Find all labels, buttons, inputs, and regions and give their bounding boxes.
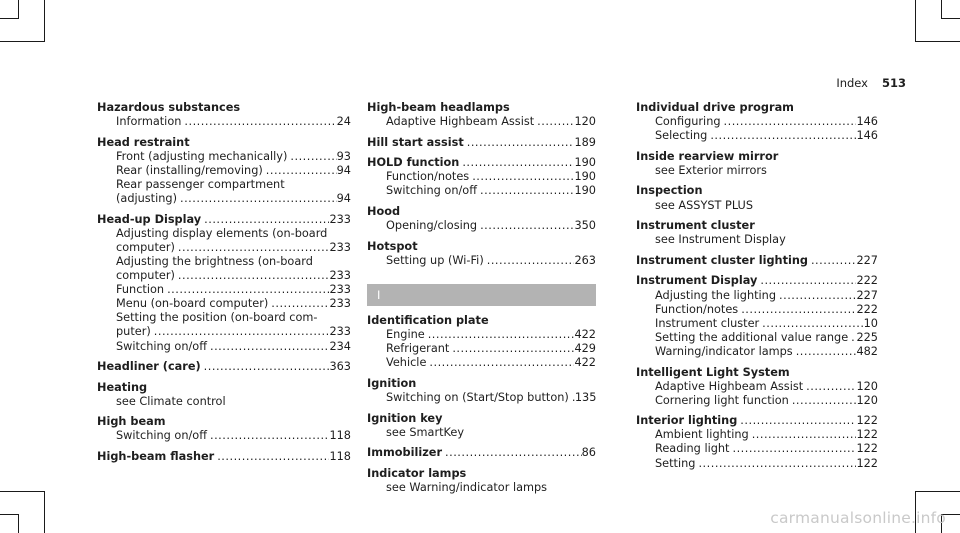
index-subentry-adjusting-display-elements-on-board (97, 227, 351, 241)
page-reference[interactable]: 422 (574, 356, 596, 370)
crop-mark (0, 514, 18, 515)
entry-text: Switching on/off (116, 339, 207, 353)
page-reference[interactable]: 222 (856, 302, 878, 316)
crop-mark (915, 0, 916, 42)
page-reference[interactable]: 93 (336, 149, 351, 163)
entry-text: Adaptive Highbeam Assist (655, 379, 804, 393)
entry-text: HOLD function (367, 156, 460, 170)
dot-leader (214, 450, 329, 464)
entry-text: see Exterior mirrors (655, 163, 767, 177)
page-reference[interactable]: 118 (329, 429, 351, 443)
index-subentry-adaptive-highbeam-assist (636, 380, 878, 394)
dot-leader (442, 446, 582, 460)
entry-text: Heating (97, 380, 148, 394)
entry-text: Rear (installing/removing) (116, 163, 263, 177)
page-reference[interactable]: 350 (574, 219, 596, 233)
dot-leader (721, 115, 857, 129)
page-reference[interactable]: 222 (856, 274, 878, 288)
page-reference[interactable]: 86 (581, 446, 596, 460)
entry-text: Hotspot (367, 239, 418, 253)
entry-text: Adjusting display elements (on-board (116, 226, 328, 240)
entry-text: Instrument cluster (655, 316, 760, 330)
dot-leader (738, 303, 856, 317)
entry-text: Function/notes (655, 302, 739, 316)
page-reference[interactable]: 233 (329, 240, 351, 254)
entry-text: High beam (97, 415, 166, 429)
index-entry-high-beam-headlamps (367, 101, 596, 115)
index-subentry-setting-the-position-on-board-com (97, 311, 351, 325)
entry-text: Switching on (Start/Stop button) (386, 390, 569, 404)
crop-mark (18, 514, 19, 533)
index-subentry-instrument-cluster (636, 317, 878, 331)
entry-text: Indicator lamps (367, 466, 467, 480)
index-entry-indicator-lamps (367, 467, 596, 481)
dot-leader (729, 442, 856, 456)
index-subentry-rear-passenger-compartment (97, 178, 351, 192)
dot-leader (484, 254, 575, 268)
index-subentry-opening-closing (367, 219, 596, 233)
dot-leader (459, 156, 574, 170)
entry-text: Hazardous substances (97, 101, 241, 114)
index-entry-ignition (367, 377, 596, 391)
dot-leader (164, 283, 329, 297)
page-reference[interactable]: 190 (574, 184, 596, 198)
page-reference[interactable]: 146 (856, 115, 878, 129)
entry-text: see Instrument Display (655, 233, 786, 247)
dot-leader (268, 297, 329, 311)
index-subentry-computer (97, 269, 351, 283)
entry-text: Refrigerant (386, 342, 450, 356)
page-number: 513 (881, 76, 906, 90)
page-reference[interactable]: 233 (329, 325, 351, 339)
index-subentry-engine (367, 328, 596, 342)
section-title: Index (836, 76, 868, 90)
page-reference[interactable]: 233 (329, 283, 351, 297)
dot-leader (759, 317, 863, 331)
page-reference[interactable]: 190 (574, 156, 596, 170)
dot-leader (757, 274, 856, 288)
index-subentry-ambient-lighting (636, 428, 878, 442)
crop-mark (915, 491, 960, 492)
dot-leader (175, 269, 330, 283)
index-entry-hotspot (367, 240, 596, 254)
crop-mark (0, 491, 45, 492)
index-subentry-information (97, 115, 351, 129)
entry-text: see Warning/indicator lamps (386, 480, 548, 494)
entry-text: Menu (on-board computer) (116, 297, 269, 311)
index-subentry-see-climate-control (97, 395, 351, 409)
entry-text: Function/notes (386, 170, 470, 184)
index-subentry-see-smartkey (367, 426, 596, 440)
entry-text: Head restraint (97, 135, 190, 149)
page-reference[interactable]: 120 (856, 379, 878, 393)
index-subentry-see-assyst-plus (636, 199, 878, 213)
index-entry-inspection (636, 184, 878, 198)
index-entry-ignition-key (367, 412, 596, 426)
index-subentry-adaptive-highbeam-assist (367, 115, 596, 129)
entry-text: Selecting (655, 129, 708, 143)
index-subentry-adjusting (97, 192, 351, 206)
index-entry-head-up-display (97, 213, 351, 227)
dot-leader (776, 289, 856, 303)
entry-text: Hood (367, 205, 401, 219)
index-subentry-setting (636, 457, 878, 471)
entry-text: Instrument cluster (636, 219, 755, 233)
dot-leader (808, 254, 856, 268)
page-reference[interactable]: 422 (574, 328, 596, 342)
dot-leader (449, 342, 574, 356)
watermark: carmanualsonline.info (770, 509, 946, 527)
index-subentry-menu-on-board-computer (97, 297, 351, 311)
page-reference[interactable]: 190 (574, 170, 596, 184)
index-subentry-see-warning-indicator-lamps (367, 481, 596, 495)
page-reference[interactable]: 225 (856, 330, 878, 344)
dot-leader (201, 213, 329, 227)
dot-leader (464, 136, 575, 150)
page-reference[interactable]: 233 (329, 212, 351, 226)
entry-text: Headliner (care) (97, 360, 201, 374)
entry-text: see Climate control (116, 394, 226, 408)
index-subentry-vehicle (367, 356, 596, 370)
entry-text: Front (adjusting mechanically) (116, 149, 288, 163)
entry-text: see ASSYST PLUS (655, 198, 753, 212)
dot-leader (263, 164, 337, 178)
index-subentry-selecting (636, 129, 878, 143)
dot-leader (151, 325, 330, 339)
entry-text: High-beam headlamps (367, 101, 510, 114)
dot-leader (477, 184, 574, 198)
entry-text: Configuring (655, 115, 721, 129)
index-subentry-adjusting-the-lighting (636, 289, 878, 303)
entry-text: Inspection (636, 184, 703, 198)
entry-text: Setting the additional value range (655, 330, 849, 344)
page-reference[interactable]: 429 (574, 342, 596, 356)
crop-mark (0, 18, 18, 19)
dot-leader (469, 170, 574, 184)
entry-text: Interior lighting (636, 414, 738, 428)
index-entry-individual-drive-program (636, 101, 878, 115)
entry-text: Identification plate (367, 313, 489, 327)
index-subentry-see-exterior-mirrors (636, 164, 878, 178)
index-subentry-computer (97, 241, 351, 255)
index-subentry-refrigerant (367, 342, 596, 356)
crop-mark (0, 41, 45, 42)
dot-leader (695, 457, 856, 471)
crop-mark (44, 491, 45, 533)
index-entry-hill-start-assist (367, 136, 596, 150)
page-reference[interactable]: 122 (856, 456, 878, 470)
page-header (836, 76, 906, 90)
dot-leader (426, 356, 574, 370)
entry-text: Instrument Display (636, 274, 758, 288)
page-reference[interactable]: 146 (856, 129, 878, 143)
page-reference[interactable]: 122 (856, 414, 878, 428)
dot-leader (177, 192, 337, 206)
index-subentry-setting-up-wi-fi (367, 254, 596, 268)
page-reference[interactable]: 482 (856, 344, 878, 358)
page-reference[interactable]: 120 (856, 393, 878, 407)
entry-text: computer) (116, 269, 175, 283)
index-entry-hazardous-substances (97, 101, 351, 115)
index-subentry-function (97, 283, 351, 297)
entry-text: Instrument cluster lighting (636, 253, 808, 267)
entry-text: Setting the position (on-board com- (116, 311, 318, 325)
dot-leader (477, 219, 574, 233)
entry-text: High-beam flasher (97, 450, 215, 464)
index-entry-inside-rearview-mirror (636, 150, 878, 164)
index-entry-high-beam-flasher (97, 450, 351, 464)
entry-text: (adjusting) (116, 192, 177, 206)
dot-leader (287, 150, 336, 164)
index-entry-heating (97, 381, 351, 395)
entry-text: Rear passenger compartment (116, 177, 285, 191)
entry-text: Opening/closing (386, 219, 478, 233)
entry-text: Inside rearview mirror (636, 149, 779, 163)
crop-mark (915, 41, 960, 42)
entry-text: Hill start assist (367, 135, 464, 149)
index-subentry-switching-on-start-stop-button (367, 391, 596, 405)
entry-text: Vehicle (386, 356, 427, 370)
index-subentry-switching-on-off (97, 429, 351, 443)
entry-text: puter) (116, 325, 151, 339)
page-reference[interactable]: 10 (863, 316, 878, 330)
dot-leader (181, 115, 336, 129)
page-reference[interactable]: 189 (574, 135, 596, 149)
dot-leader (207, 340, 329, 354)
crop-mark (941, 0, 942, 19)
dot-leader (848, 331, 856, 345)
index-subentry-rear-installing-removing (97, 164, 351, 178)
dot-leader (749, 428, 857, 442)
dot-leader (201, 360, 330, 374)
index-entry-intelligent-light-system (636, 366, 878, 380)
index-subentry-front-adjusting-mechanically (97, 150, 351, 164)
index-subentry-reading-light (636, 442, 878, 456)
index-column-3 (636, 101, 878, 471)
page-reference[interactable]: 120 (574, 115, 596, 129)
page-reference[interactable]: 233 (329, 269, 351, 283)
dot-leader (793, 345, 857, 359)
entry-text: Reading light (655, 442, 730, 456)
index-entry-identification-plate (367, 314, 596, 328)
dot-leader (803, 380, 856, 394)
index-entry-head-restraint (97, 136, 351, 150)
index-subentry-setting-the-additional-value-range (636, 331, 878, 345)
page-reference[interactable]: 135 (574, 390, 597, 404)
entry-text: Ignition key (367, 411, 443, 425)
index-subentry-adjusting-the-brightness-on-board (97, 255, 351, 269)
entry-text: see SmartKey (386, 425, 465, 439)
crop-mark (942, 18, 960, 19)
page-reference[interactable]: 94 (336, 192, 351, 206)
page-reference[interactable]: 234 (329, 339, 351, 353)
entry-text: Setting up (Wi-Fi) (386, 253, 484, 267)
index-subentry-cornering-light-function (636, 394, 878, 408)
crop-mark (44, 0, 45, 42)
dot-leader (207, 429, 329, 443)
dot-leader (425, 328, 575, 342)
page-reference[interactable]: 227 (856, 288, 878, 302)
crop-mark (18, 0, 19, 19)
dot-leader (789, 394, 857, 408)
entry-text: Information (116, 115, 182, 129)
entry-text: Ignition (367, 376, 417, 390)
dot-leader (534, 115, 574, 129)
page-reference[interactable]: 24 (336, 115, 351, 129)
index-entry-hold-function (367, 156, 596, 170)
page-reference[interactable]: 94 (336, 163, 351, 177)
entry-text: Engine (386, 328, 425, 342)
index-entry-interior-lighting (636, 414, 878, 428)
entry-text: Individual drive program (636, 101, 794, 114)
entry-text: Setting (655, 456, 696, 470)
index-column-2 (367, 101, 596, 495)
entry-text: Switching on/off (116, 429, 207, 443)
index-subentry-warning-indicator-lamps (636, 345, 878, 359)
entry-text: Adjusting the lighting (655, 288, 777, 302)
index-subentry-function-notes (636, 303, 878, 317)
entry-text: Switching on/off (386, 184, 477, 198)
entry-text: Warning/indicator lamps (655, 344, 793, 358)
dot-leader (707, 129, 856, 143)
dot-leader (737, 414, 856, 428)
entry-text: Adjusting the brightness (on-board (116, 254, 313, 268)
index-subentry-configuring (636, 115, 878, 129)
entry-text: Function (116, 283, 165, 297)
index-entry-high-beam (97, 415, 351, 429)
entry-text: Ambient lighting (655, 428, 749, 442)
page-reference[interactable]: 118 (329, 450, 351, 464)
entry-text: Head-up Display (97, 212, 202, 226)
entry-text: Intelligent Light System (636, 365, 790, 379)
page-reference[interactable]: 233 (329, 297, 351, 311)
index-letter-heading: I (367, 284, 596, 306)
index-subentry-switching-on-off (367, 184, 596, 198)
entry-text: Cornering light function (655, 393, 789, 407)
index-subentry-see-instrument-display (636, 233, 878, 247)
dot-leader (175, 241, 330, 255)
index-entry-immobilizer (367, 446, 596, 460)
entry-text: Adaptive Highbeam Assist (386, 115, 535, 129)
entry-text: Immobilizer (367, 446, 443, 460)
index-column-1 (97, 101, 351, 464)
index-entry-headliner-care (97, 360, 351, 374)
index-subentry-function-notes (367, 170, 596, 184)
index-entry-instrument-cluster-lighting (636, 254, 878, 268)
index-entry-hood (367, 205, 596, 219)
page-reference[interactable]: 263 (574, 253, 596, 267)
page-reference[interactable]: 227 (856, 253, 878, 267)
page-reference[interactable]: 363 (329, 360, 351, 374)
page-reference[interactable]: 122 (856, 428, 878, 442)
page-reference[interactable]: 122 (856, 442, 878, 456)
index-entry-instrument-display (636, 274, 878, 288)
index-subentry-switching-on-off (97, 340, 351, 354)
index-subentry-puter (97, 325, 351, 339)
entry-text: computer) (116, 240, 175, 254)
index-entry-instrument-cluster (636, 219, 878, 233)
